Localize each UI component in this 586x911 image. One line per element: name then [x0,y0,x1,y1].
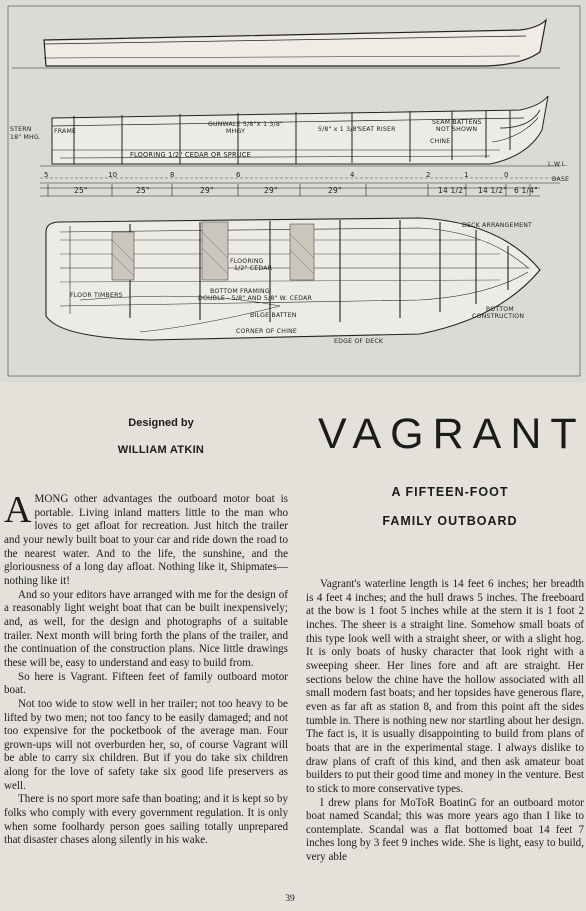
label-bottom-construction-2: CONSTRUCTION [472,313,525,320]
paragraph [4,489,288,589]
label-not-shown: NOT SHOWN [436,126,478,133]
paragraph: Vagrant's waterline length is 14 feet 6 inches; her breadth is 4 feet 4 inches; and the hull draws 5 inches. The freeboard at the bow is 1 foot 5 inches while at the stern it is 1 foot 2 inches. The sheer is a straight line. Somehow small boats of this type look well with a straight sheer, or with a slight hog. It is only boats of husky character that look right with a sweeping sheer. Her lines fore and aft are straight. Her sections below the chine have the hollow associated with all small modern fast boats; and her topsides have generous flare, even as far aft as station 8, and from this point aft the sides tumble in. There is nothing new nor startling about her design. The fact is, it is usually disappointing to build from plans of boats that are in the experimental stage. I always dislike to draw plans of craft of this kind, and then ask amateur boat builders to put their good time and money in the venture. Best to stick to more conservative types. [306,578,584,795]
label-lwl: L.W.L. [548,161,568,168]
boat-plan-drawing [0,0,586,382]
dimension-label: 14 1/2" [438,186,467,195]
label-bottom-framing-2: DOUBLE - 5/8" AND 5/8" W. CEDAR [198,295,313,302]
label-chine: CHINE [430,138,451,145]
label-stern-dim: 18" MHG. [10,134,42,141]
dimension-label: 25" [136,186,150,195]
label-flooring: FLOORING 1/2" CEDAR OR SPRUCE [130,151,251,159]
paragraph: Not too wide to stow well in her trailer; not too heavy to be lifted by two men; not too fancy to be easily damaged; and not too expensive for the pocketbook of the average man. Four grown-ups will not overburden her, so, of course Vagrant will be able to carry six children. But if you do take six children along for the love of safety take six good life preservers as well. [4,697,288,792]
label-bottom-framing: BOTTOM FRAMING [210,288,270,295]
label-bottom-construction: BOTTOM [486,306,514,313]
dimension-label: 6 1/4" [514,186,538,195]
label-bilge-batten: BILGE BATTEN [250,312,297,319]
station-label: 6 [236,171,241,179]
label-gunwale-material: MHGY [226,128,246,135]
profile-view [12,20,560,68]
station-label: 4 [350,171,355,179]
dimension-label: 29" [328,186,342,195]
dimension-label: 29" [264,186,278,195]
label-size: 5/8" x 1 3/8" [318,126,360,133]
designed-by-label: Designed by [128,417,194,429]
construction-profile [40,96,560,183]
paragraph: I drew plans for MoToR BoatinG for an outboard motor boat named Scandal; this was more years ago than I like to contemplate. Scandal was a flat bottomed boat 14 feet 7 inches long by 3 feet 9 inches wide. She is light, easy to build, very able [306,796,584,864]
label-edge-of-deck: EDGE OF DECK [334,338,384,345]
label-corner-of-chine: CORNER OF CHINE [236,328,298,335]
right-column [306,578,584,865]
label-floor-timbers: FLOOR TIMBERS [70,292,123,299]
paragraph-text: MONG other advantages the outboard motor boat is portable. Living inland matters little to the man who loves to get afloat for recreation. Just hitch the trailer and your newly built boat to your car and ride down the road to the nearest water. And to the life, the sunshine, and the gloriousness of a long day afloat. Nothing like it, Shipmates—nothing like it! [4,493,288,587]
label-seam-battens: SEAM BATTENS [432,119,482,126]
label-seat-riser: SEAT RISER [358,126,396,133]
paragraph: So here is Vagrant. Fifteen feet of family outboard motor boat. [4,670,288,697]
dimension-label: 29" [200,186,214,195]
station-label: 8 [170,171,175,179]
page-number: 39 [285,894,295,904]
paragraph: There is no sport more safe than boating; and it is kept so by folks who comply with every government regulation. It is only when some foolhardy person goes sailing totally unprepared that disaster chases along silently in his wake. [4,793,288,847]
drop-cap: A [4,489,32,531]
label-gunwale: GUNWALE 5/8"X 1 3/8" [208,121,284,128]
label-deck-arrangement: DECK ARRANGEMENT [462,222,533,229]
designer-name: WILLIAM ATKIN [117,444,205,456]
label-stern: STERN [10,126,32,133]
station-label: 10 [108,171,118,179]
article-title: VAGRANT [318,410,586,458]
dimension-label: 14 1/2" [478,186,507,195]
dimension-label: 25" [74,186,88,195]
station-label: 2 [426,171,431,179]
paragraph: And so your editors have arranged with me for the design of a reasonably light weight boat that can be built inexpensively; and, as well, for the design and photographs of a suitable trailer. Next month will bring forth the plans of the trailer, and the continuation of the construction plans. Nice little drawings these will be, easy to understand and easy to build from. [4,588,288,669]
label-base: BASE [552,176,570,183]
article-subtitle-line-1: A FIFTEEN-FOOT [391,485,509,499]
label-flooring-plan: FLOORING [230,258,264,265]
station-label: 5 [44,171,49,179]
station-label: 0 [504,171,509,179]
article-subtitle-line-2: FAMILY OUTBOARD [382,514,518,528]
label-flooring-plan-2: 1/2" CEDAR [234,265,273,272]
station-label: 1 [464,171,469,179]
left-column [4,489,288,848]
label-frame: FRAME [54,128,77,135]
